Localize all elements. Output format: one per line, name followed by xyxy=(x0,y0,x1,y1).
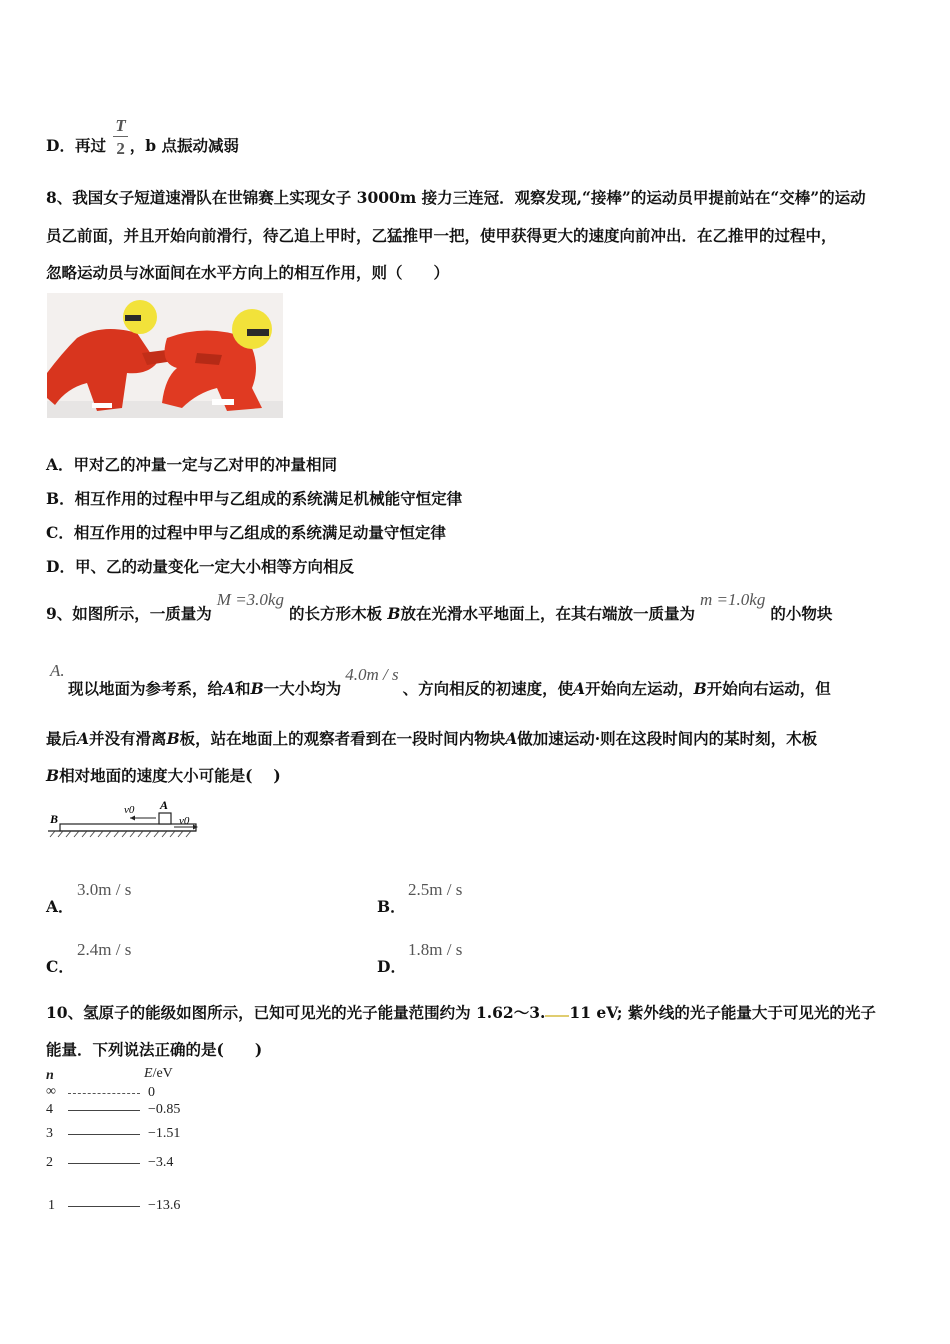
level-e-inf: 0 xyxy=(148,1085,155,1100)
q8-option-d: D．甲、乙的动量变化一定大小相等方向相反 xyxy=(46,557,354,576)
q9-option-a-label: A． xyxy=(46,897,74,916)
hydrogen-energy-level-diagram xyxy=(44,1066,204,1221)
level-line-3 xyxy=(68,1134,140,1135)
q8-option-c: C．相互作用的过程中甲与乙组成的系统满足动量守恒定律 xyxy=(46,523,446,542)
level-line-4 xyxy=(68,1110,140,1111)
fig-label-v0-left: v0 xyxy=(124,804,135,816)
mass-m-expr: m =1.0kg xyxy=(700,590,766,609)
q9-option-c-label: C． xyxy=(46,957,74,976)
level-e-3: −1.51 xyxy=(148,1126,181,1141)
fig-label-a: A xyxy=(160,798,169,812)
highlight-mark xyxy=(545,1015,569,1017)
q10-stem-line-1: 10、氢原子的能级如图所示，已知可见光的光子能量范围约为 1.62～3. 11 eV; 紫外线的光子能量大于可见光的光子 xyxy=(46,1003,876,1022)
n-header: n xyxy=(46,1068,54,1083)
q9-option-a-value: 3.0m / s xyxy=(77,880,132,899)
level-n-1: 1 xyxy=(48,1198,55,1213)
mass-M-expr: M =3.0kg xyxy=(216,590,284,609)
speed-skaters-photo xyxy=(47,293,283,418)
q8-stem-line-2: 员乙前面，并且开始向前滑行，待乙追上甲时，乙猛推甲一把，使甲获得更大的速度向前冲出．在乙推甲的过程中， xyxy=(46,226,837,245)
level-line-1 xyxy=(68,1206,140,1207)
q8-option-b: B．相互作用的过程中甲与乙组成的系统满足机械能守恒定律 xyxy=(46,489,463,508)
q9-stem-line-1: 9、如图所示，一质量为M =3.0kg的长方形木板 B放在光滑水平地面上，在其右端放一质量为m =1.0kg的小物块 xyxy=(46,590,833,623)
level-n-3: 3 xyxy=(46,1126,53,1141)
block-a-label: A. xyxy=(50,661,65,680)
q9-option-d-value: 1.8m / s xyxy=(408,940,463,959)
level-e-2: −3.4 xyxy=(148,1155,174,1170)
level-n-2: 2 xyxy=(46,1155,53,1170)
q10-stem-line-2: 能量．下列说法正确的是( ) xyxy=(46,1040,263,1059)
speed-expr: 4.0m / s xyxy=(345,665,399,684)
q9-stem-line-4: B相对地面的速度大小可能是( ) xyxy=(46,766,281,785)
q8-stem-line-1: 8、我国女子短道速滑队在世锦赛上实现女子 3000m 接力三连冠．观察发现,“接棒”的运动员甲提前站在“交棒”的运动 xyxy=(46,188,866,207)
q9-stem-line-3: 最后A并没有滑离B板，站在地面上的观察者看到在一段时间内物块A做加速运动·则在这段时间内的某时刻，木板 xyxy=(46,729,818,748)
q8-option-a: A．甲对乙的冲量一定与乙对甲的冲量相同 xyxy=(46,455,338,474)
q7-option-d: D．再过 $\frac{T}{2}$ ，b 点振动减弱 xyxy=(46,116,240,158)
q9-option-c-value: 2.4m / s xyxy=(77,940,132,959)
fig-label-b: B xyxy=(50,812,59,826)
board-block-diagram xyxy=(46,796,200,842)
level-e-4: −0.85 xyxy=(148,1102,181,1117)
level-line-inf xyxy=(68,1093,140,1094)
q9-option-d-label: D． xyxy=(377,957,406,976)
level-e-1: −13.6 xyxy=(148,1198,181,1213)
level-line-2 xyxy=(68,1163,140,1164)
fraction-t-over-2: $\frac{T}{2}$ xyxy=(115,116,126,158)
level-n-inf: ∞ xyxy=(46,1084,56,1099)
fig-label-v0-right: v0 xyxy=(179,815,190,827)
q9-option-b-label: B． xyxy=(377,897,406,916)
q9-option-b-value: 2.5m / s xyxy=(408,880,463,899)
q9-stem-line-2: 现以地面为参考系，给A和B一大小均为4.0m / s、方向相反的初速度，使A开始向左运动，B开始向右运动，但 xyxy=(68,665,831,698)
level-n-4: 4 xyxy=(46,1102,53,1117)
energy-header: E/eV xyxy=(144,1066,173,1081)
q8-stem-line-3: 忽略运动员与冰面间在水平方向上的相互作用，则（ ） xyxy=(46,263,450,282)
